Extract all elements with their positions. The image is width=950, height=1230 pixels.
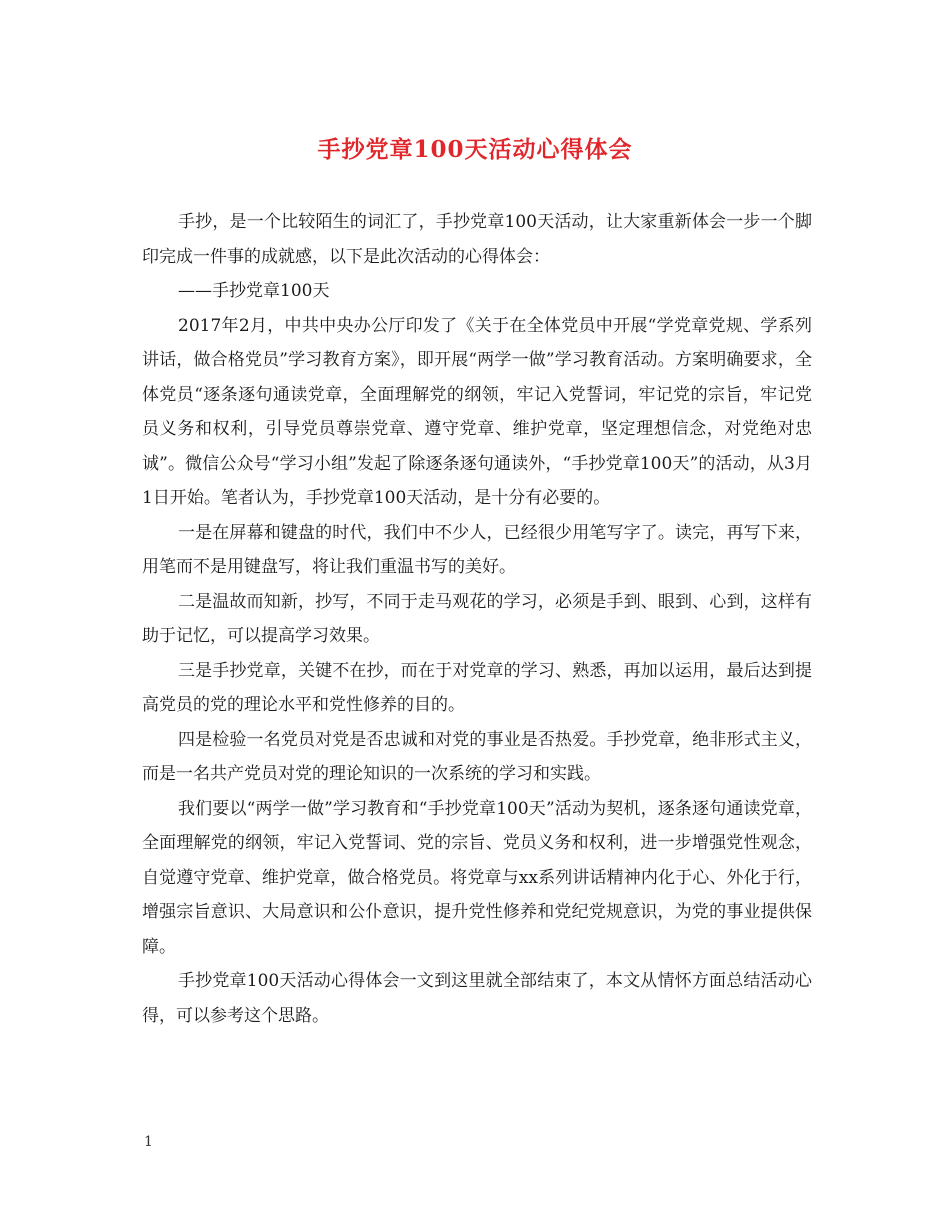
paragraph-dash-title: ——手抄党章100天 <box>178 281 330 301</box>
page-number: 1 <box>144 1134 153 1150</box>
document-body <box>142 205 812 1033</box>
paragraph-point-three: 三是手抄党章，关键不在抄，而在于对党章的学习、熟悉，再加以运用，最后达到提高党员的党的理论水平和党性修养的目的。 <box>142 660 812 715</box>
paragraph-point-four: 四是检验一名党员对党是否忠诚和对党的事业是否热爱。手抄党章，绝非形式主义，而是一名共产党员对党的理论知识的一次系统的学习和实践。 <box>142 729 812 784</box>
paragraph-background: 2017年2月，中共中央办公厅印发了《关于在全体党员中开展“学党章党规、学系列讲话，做合格党员”学习教育方案》，即开展“两学一做”学习教育活动。方案明确要求，全体党员“逐条逐句通读党章，全面理解党的纲领，牢记入党誓词，牢记党的宗旨，牢记党员义务和权利，引导党员尊崇党章、遵守党章、维护党章，坚定理想信念，对党绝对忠诚”。微信公众号“学习小组”发起了除逐条逐句通读外，“手抄党章100天”的活动，从3月1日开始。笔者认为，手抄党章100天活动，是十分有必要的。 <box>142 315 812 508</box>
document-title: 手抄党章100天活动心得体会 <box>317 136 633 163</box>
paragraph-call-to-action: 我们要以“两学一做”学习教育和“手抄党章100天”活动为契机，逐条逐句通读党章，全面理解党的纲领，牢记入党誓词、党的宗旨、党员义务和权利，进一步增强党性观念，自觉遵守党章、维护党章，做合格党员。将党章与xx系列讲话精神内化于心、外化于行，增强宗旨意识、大局意识和公仆意识，提升党性修养和党纪党规意识，为党的事业提供保障。 <box>142 798 812 957</box>
paragraph-conclusion: 手抄党章100天活动心得体会一文到这里就全部结束了，本文从情怀方面总结活动心得，可以参考这个思路。 <box>142 971 812 1026</box>
paragraph-intro: 手抄，是一个比较陌生的词汇了，手抄党章100天活动，让大家重新体会一步一个脚印完成一件事的成就感，以下是此次活动的心得体会： <box>142 212 812 267</box>
paragraph-point-two: 二是温故而知新，抄写，不同于走马观花的学习，必须是手到、眼到、心到，这样有助于记忆，可以提高学习效果。 <box>142 591 812 646</box>
paragraph-point-one: 一是在屏幕和键盘的时代，我们中不少人，已经很少用笔写字了。读完，再写下来，用笔而不是用键盘写，将让我们重温书写的美好。 <box>142 522 812 577</box>
